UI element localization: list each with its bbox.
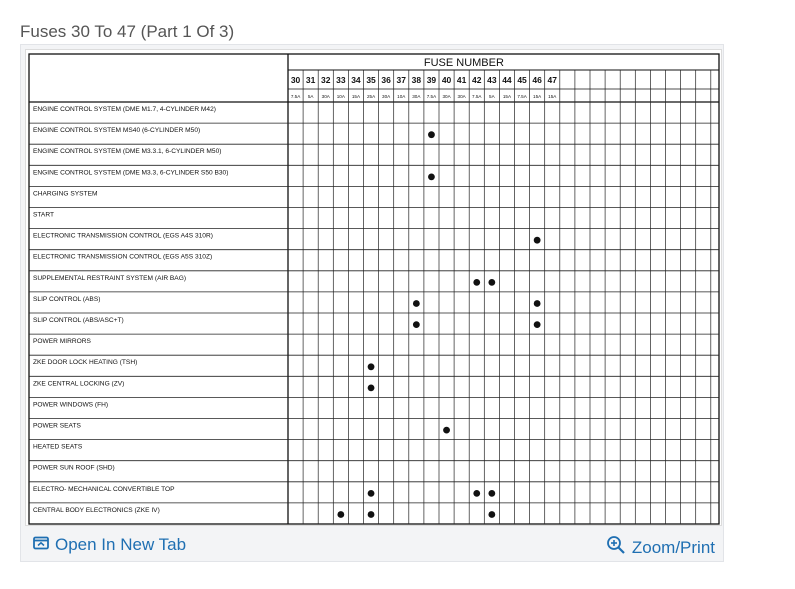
fuse-dot-46 <box>534 300 541 307</box>
row-label: POWER WINDOWS (FH) <box>33 401 109 409</box>
row-label: ENGINE CONTROL SYSTEM (DME M1.7, 4-CYLINDER M42) <box>33 106 216 113</box>
fuse-number-45: 45 <box>517 75 527 85</box>
fuse-rating-45: 7.5A <box>517 94 527 99</box>
zoom-in-icon <box>606 535 626 560</box>
row-label: SLIP CONTROL (ABS/ASC+T) <box>33 317 124 324</box>
row-label: POWER MIRRORS <box>33 338 91 346</box>
fuse-dot-33 <box>337 511 344 518</box>
fuse-number-44: 44 <box>502 75 512 85</box>
fuse-number-37: 37 <box>396 75 406 85</box>
fuse-dot-35 <box>368 490 375 497</box>
row-label: CENTRAL BODY ELECTRONICS (ZKE IV) <box>33 506 160 514</box>
fuse-number-40: 40 <box>441 75 452 85</box>
row-label: POWER SUN ROOF (SHD) <box>33 464 115 472</box>
fuse-rating-42: 7.5A <box>472 94 482 99</box>
fuse-rating-39: 7.5A <box>426 94 437 99</box>
row-label: ELECTRONIC TRANSMISSION CONTROL (EGS A5S 310Z) <box>33 253 213 261</box>
fuse-number-47: 47 <box>547 75 557 85</box>
fuse-number-30: 30 <box>290 75 301 85</box>
open-in-new-tab-link[interactable] <box>33 535 186 555</box>
fuse-chart <box>26 50 723 527</box>
row-label: START <box>33 211 55 219</box>
fuse-rating-38: 30A <box>412 94 421 99</box>
fuse-dot-42 <box>473 279 480 286</box>
fuse-number-43: 43 <box>487 75 497 85</box>
fuse-dot-46 <box>534 321 541 328</box>
fuse-dot-35 <box>368 511 375 518</box>
row-label: SUPPLEMENTAL RESTRAINT SYSTEM (AIR BAG) <box>33 274 187 282</box>
row-label: ELECTRO- MECHANICAL CONVERTIBLE TOP <box>33 485 175 493</box>
fuse-number-36: 36 <box>381 75 391 85</box>
fuse-number-38: 38 <box>411 75 422 85</box>
row-label: ELECTRONIC TRANSMISSION CONTROL (EGS A4S 310R) <box>33 232 213 240</box>
row-label: POWER SEATS <box>33 422 81 430</box>
fuse-number-header: FUSE NUMBER <box>423 57 504 69</box>
fuse-number-39: 39 <box>426 75 437 85</box>
fuse-number-32: 32 <box>321 75 331 85</box>
fuse-dot-46 <box>534 237 541 244</box>
open-in-new-tab-label: Open In New Tab <box>55 535 187 554</box>
fuse-dot-39 <box>428 174 435 181</box>
fuse-rating-35: 25A <box>366 94 376 99</box>
fuse-number-35: 35 <box>366 75 376 85</box>
row-label: SLIP CONTROL (ABS) <box>33 295 101 303</box>
row-label: ENGINE CONTROL SYSTEM MS40 (6-CYLINDER M50) <box>33 127 201 135</box>
fuse-chart-figure[interactable] <box>25 49 722 526</box>
fuse-number-31: 31 <box>305 75 316 85</box>
fuse-dot-43 <box>488 279 495 286</box>
open-new-tab-icon <box>33 535 49 555</box>
row-label: ENGINE CONTROL SYSTEM (DME M3.3, 6-CYLINDER S50 B30) <box>33 169 229 177</box>
fuse-rating-47: 15A <box>548 94 557 99</box>
fuse-rating-32: 30A <box>321 94 330 99</box>
fuse-number-34: 34 <box>351 75 361 85</box>
zoom-print-link[interactable] <box>606 535 715 560</box>
fuse-rating-31: 5A <box>307 94 314 99</box>
page-title: Fuses 30 To 47 (Part 1 Of 3) <box>20 22 235 41</box>
fuse-rating-40: 30A <box>442 94 451 99</box>
zoom-print-label: Zoom/Print <box>631 537 715 557</box>
fuse-dot-43 <box>488 490 495 497</box>
fuse-dot-38 <box>413 300 420 307</box>
fuse-dot-40 <box>443 427 450 434</box>
fuse-rating-37: 10A <box>397 94 406 99</box>
row-label: ENGINE CONTROL SYSTEM (DME M3.3.1, 6-CYLINDER M50) <box>33 148 222 156</box>
row-label: CHARGING SYSTEM <box>33 190 98 198</box>
fuse-dot-35 <box>368 385 375 392</box>
chart-frame <box>29 54 719 524</box>
fuse-rating-33: 10A <box>336 94 345 99</box>
fuse-dot-43 <box>488 511 495 518</box>
fuse-rating-43: 5A <box>489 94 495 99</box>
row-label: HEATED SEATS <box>33 443 83 451</box>
fuse-rating-30: 7.5A <box>290 94 301 99</box>
fuse-dot-42 <box>473 490 480 497</box>
fuse-rating-34: 15A <box>351 94 361 99</box>
fuse-rating-41: 30A <box>457 94 466 99</box>
fuse-dot-35 <box>368 363 375 370</box>
row-label: ZKE DOOR LOCK HEATING (TSH) <box>33 359 138 367</box>
fuse-number-42: 42 <box>472 75 482 85</box>
fuse-rating-44: 15A <box>502 94 512 99</box>
fuse-number-33: 33 <box>336 75 346 85</box>
fuse-dot-39 <box>428 131 435 138</box>
image-card <box>20 44 724 562</box>
fuse-rating-46: 15A <box>533 94 542 99</box>
fuse-number-46: 46 <box>532 75 542 85</box>
fuse-dot-38 <box>413 321 420 328</box>
fuse-rating-36: 30A <box>382 94 391 99</box>
fuse-number-41: 41 <box>456 75 467 85</box>
row-label: ZKE CENTRAL LOCKING (ZV) <box>33 380 125 388</box>
